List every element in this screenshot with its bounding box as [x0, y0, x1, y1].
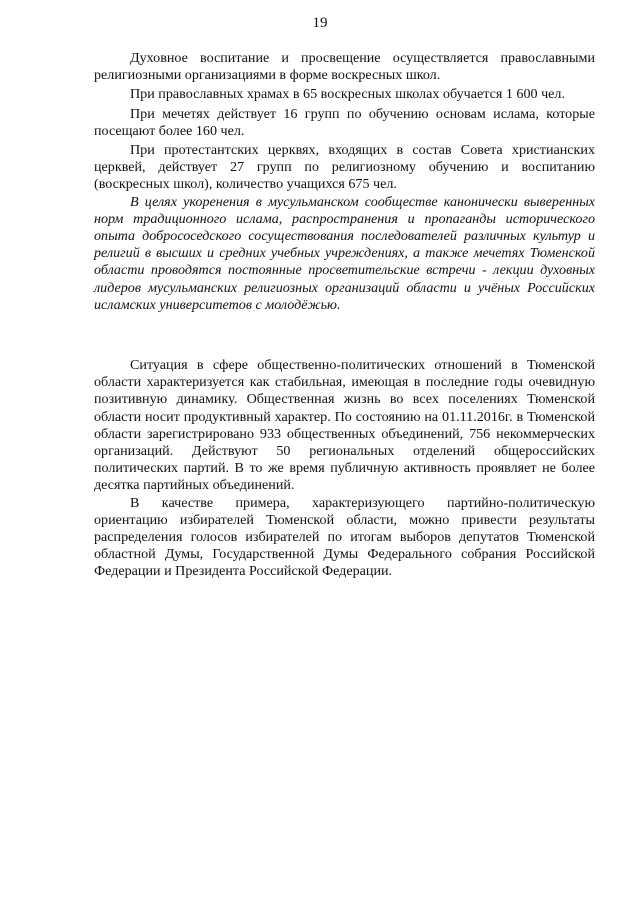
paragraph-political-situation: Ситуация в сфере общественно-политических отношений в Тюменской области характеризуется как стабильная, имеющая в последние годы очевидную позитивную динамику. Общественная жизнь во всех поселениях Тюменской области носит продуктивный характер. По состоянию на 01.11.2016г. в Тюменской области зарегистрировано 933 общественных объединений, 756 некоммерческих организаций. Действуют 50 региональных отделений общероссийских политических партий. В то же время публичную активность проявляет не более десятка партийных объединений. [94, 357, 595, 494]
paragraph-orthodox-schools: При православных храмах в 65 воскресных школах обучается 1 600 чел. [130, 86, 565, 103]
paragraph-election-results: В качестве примера, характеризующего партийно-политическую ориентацию избирателей Тюменской области, можно привести результаты распределения голосов избирателей по итогам выборов депутатов Тюменской областной Думы, Государственной Думы Федерального собрания Российской Федерации и Президента Российской Федерации. [94, 494, 595, 580]
paragraph-mosque-groups: При мечетях действует 16 групп по обучению основам ислама, которые посещают более 160 чел. [94, 105, 595, 139]
page-number: 19 [312, 15, 328, 31]
paragraph-protestant-groups: При протестантских церквях, входящих в состав Совета христианских церквей, действует 27 групп по религиозному обучению и воспитанию (воскресных школ), количество учащихся 675 чел. [94, 142, 595, 193]
paragraph-islam-lectures: В целях укоренения в мусульманском сообществе канонически выверенных норм традиционного ислама, распространения и пропаганды исторического опыта добрососедского сосуществования последователей различных культур и религий в высших и средних учебных учреждениях, а также мечетях Тюменской области проводятся постоянные просветительские встречи - лекции духовных лидеров мусульманских религиозных организаций области и учёных Российских исламских университетов с молодёжью. [94, 193, 595, 313]
document-body [94, 50, 595, 581]
paragraph-sunday-schools-intro: Духовное воспитание и просвещение осуществляется православными религиозными организациями в форме воскресных школ. [94, 50, 595, 84]
